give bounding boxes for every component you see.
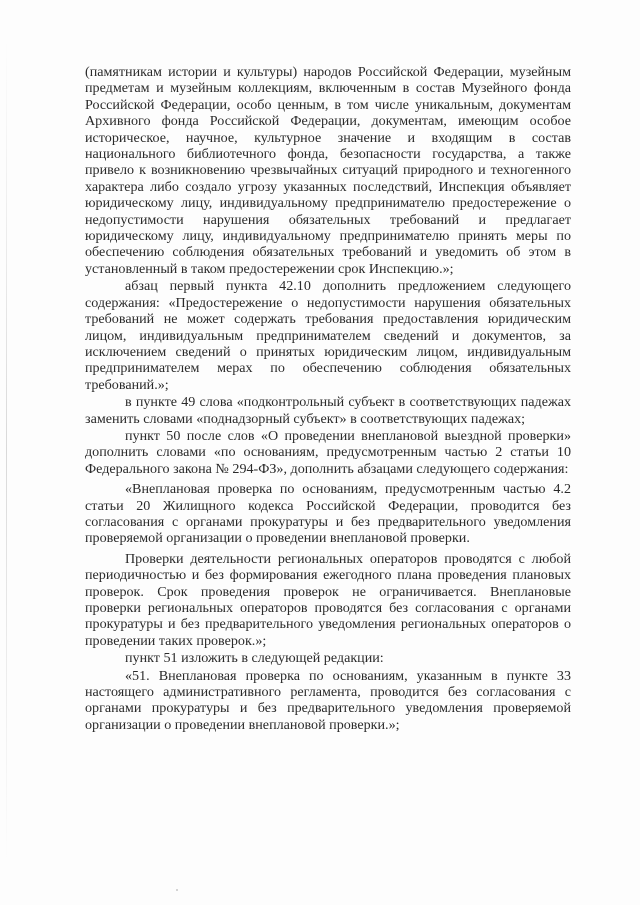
scan-edge-shadow <box>6 40 7 860</box>
paragraph-amendment-50: пункт 50 после слов «О проведении внеплановой выездной проверки» дополнить словами «по основаниям, предусмотренным частью 2 статьи 10 Федерального закона № 294-ФЗ», дополнить абзацами следующего содержания: <box>85 427 571 477</box>
paragraph-quote-unscheduled-inspection: «Внеплановая проверка по основаниям, предусмотренным частью 4.2 статьи 20 Жилищного кодекса Российской Федерации, проводится без согласования с органами прокуратуры и без предварительного уведомления проверяемой организации о проведении внеплановой проверки. <box>85 481 571 547</box>
paragraph-amendment-42-10: абзац первый пункта 42.10 дополнить предложением следующего содержания: «Предостережение о недопустимости нарушения обязательных требований не может содержать требования предоставления юридическим лицом, индивидуальным предпринимателем сведений и документов, за исключением сведений о принятых юридическим лицом, индивидуальным предпринимателем мерах по обеспечению соблюдения обязательных требований.»; <box>85 278 571 393</box>
document-body <box>85 64 571 734</box>
paragraph-amendment-49: в пункте 49 слова «подконтрольный субъект в соответствующих падежах заменить словами «поднадзорный субъект» в соответствующих падежах; <box>85 394 571 427</box>
scan-speck <box>176 889 178 891</box>
paragraph-continuation: (памятникам истории и культуры) народов Российской Федерации, музейным предметам и музейным коллекциям, включенным в состав Музейного фонда Российской Федерации, особо ценным, в том числе уникальным, документам Архивного фонда Российской Федерации, документам, имеющим особое историческое, научное, культурное значение и входящим в состав национального библиотечного фонда, безопасности государства, а также привело к возникновению чрезвычайных ситуаций природного и техногенного характера либо создало угрозу указанных последствий, Инспекция объявляет юридическому лицу, индивидуальному предпринимателю предостережение о недопустимости нарушения обязательных требований и предлагает юридическому лицу, индивидуальному предпринимателю принять меры по обеспечению соблюдения обязательных требований и уведомить об этом в установленный в таком предостережении срок Инспекцию.»; <box>85 64 571 277</box>
paragraph-quote-51: «51. Внеплановая проверка по основаниям, указанным в пункте 33 настоящего административного регламента, проводится без согласования с органами прокуратуры и без предварительного уведомления проверяемой организации о проведении внеплановой проверки.»; <box>85 667 571 733</box>
paragraph-quote-regional-operators: Проверки деятельности региональных операторов проводятся с любой периодичностью и без формирования ежегодного плана проведения плановых проверок. Срок проведения проверок не ограничивается. Внеплановые проверки региональных операторов проводятся без согласования с органами прокуратуры и без предварительного уведомления региональных операторов о проведении таких проверок.»; <box>85 550 571 649</box>
paragraph-amendment-51: пункт 51 изложить в следующей редакции: <box>125 650 384 667</box>
